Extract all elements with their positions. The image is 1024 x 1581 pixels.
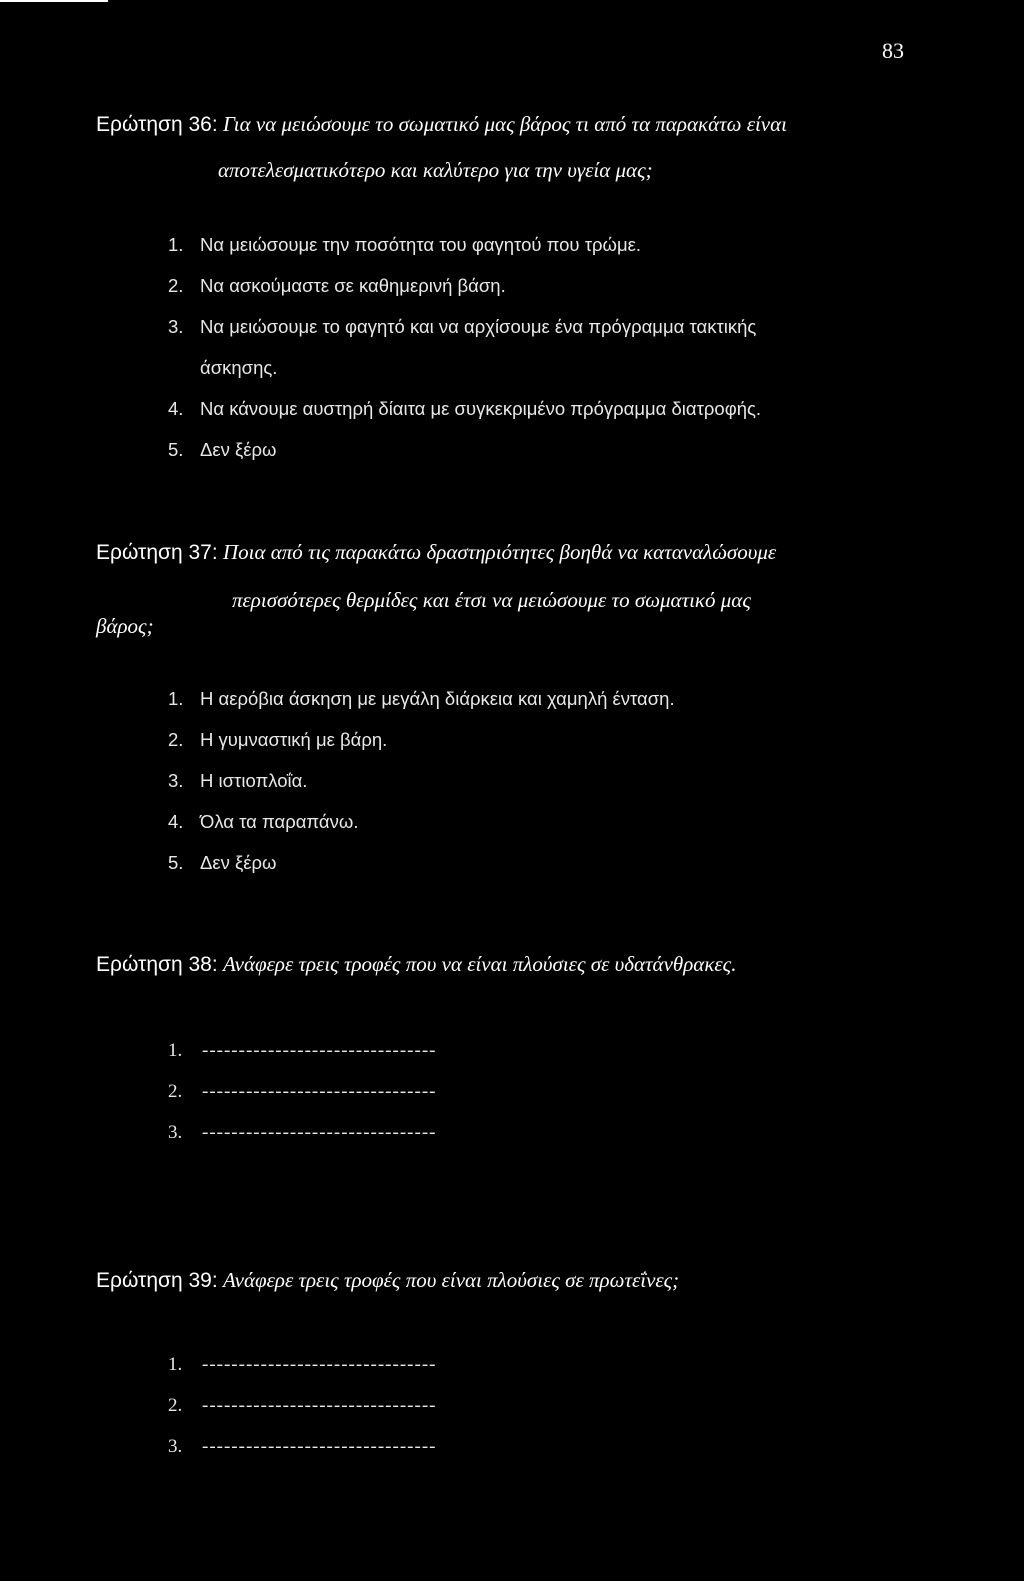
option-number: 3. xyxy=(168,316,184,337)
answer-number: 3. xyxy=(168,1436,183,1457)
option xyxy=(168,224,761,265)
answer-blank[interactable] xyxy=(168,1071,436,1112)
question-36-options xyxy=(168,224,761,470)
option-number: 1. xyxy=(168,688,184,709)
question-38 xyxy=(96,950,736,979)
option xyxy=(168,842,675,883)
option-number: 3. xyxy=(168,770,184,791)
question-37-text: Ποια από τις παρακάτω δραστηριότητες βοηθά να καταναλώσουμε xyxy=(222,540,777,564)
option-text: Όλα τα παραπάνω. xyxy=(200,811,359,832)
option-number: 5. xyxy=(168,852,184,873)
option-text: Να μειώσουμε την ποσότητα του φαγητού που τρώμε. xyxy=(200,234,642,255)
question-39-label: Ερώτηση 39: xyxy=(96,1269,218,1292)
option-number: 4. xyxy=(168,398,184,419)
option-text: Η αερόβια άσκηση με μεγάλη διάρκεια και χαμηλή ένταση. xyxy=(200,688,675,709)
option-text: Να κάνουμε αυστηρή δίαιτα με συγκεκριμένο πρόγραμμα διατροφής. xyxy=(200,398,762,419)
answer-number: 2. xyxy=(168,1395,183,1416)
option-continuation xyxy=(168,347,761,388)
option-number: 2. xyxy=(168,275,184,296)
option-number: 2. xyxy=(168,729,184,750)
option xyxy=(168,678,675,719)
answer-number: 1. xyxy=(168,1354,183,1375)
option-text: Δεν ξέρω xyxy=(200,439,277,460)
question-37-text-cont2: βάρος; xyxy=(96,614,154,638)
page-number: 83 xyxy=(882,38,904,63)
option-number: 4. xyxy=(168,811,184,832)
question-39 xyxy=(96,1266,679,1295)
answer-number: 1. xyxy=(168,1040,183,1061)
option xyxy=(168,265,761,306)
answer-line: -------------------------------- xyxy=(202,1354,437,1375)
answer-number: 3. xyxy=(168,1122,183,1143)
question-38-answers xyxy=(168,1030,436,1153)
answer-line: -------------------------------- xyxy=(202,1040,437,1061)
option xyxy=(168,429,761,470)
question-36-text: Για να μειώσουμε το σωματικό μας βάρος τι από τα παρακάτω είναι xyxy=(222,112,787,136)
option xyxy=(168,388,761,429)
option-text: Η γυμναστική με βάρη. xyxy=(200,729,388,750)
option-text: άσκησης. xyxy=(200,357,278,378)
answer-line: -------------------------------- xyxy=(202,1436,437,1457)
question-37-text-cont: περισσότερες θερμίδες και έτσι να μειώσουμε το σωματικό μας xyxy=(232,588,751,612)
answer-line: -------------------------------- xyxy=(202,1122,437,1143)
question-36-label: Ερώτηση 36: xyxy=(96,113,218,136)
option-text: Δεν ξέρω xyxy=(200,852,277,873)
question-39-text: Ανάφερε τρεις τροφές που είναι πλούσιες σε πρωτεΐνες; xyxy=(222,1268,680,1292)
option-number: 1. xyxy=(168,234,184,255)
answer-line: -------------------------------- xyxy=(202,1081,437,1102)
option-text: Η ιστιοπλοΐα. xyxy=(200,770,308,791)
answer-blank[interactable] xyxy=(168,1426,436,1467)
option-text: Να μειώσουμε το φαγητό και να αρχίσουμε ένα πρόγραμμα τακτικής xyxy=(200,316,757,337)
option xyxy=(168,801,675,842)
question-37-options xyxy=(168,678,675,883)
option xyxy=(168,306,761,347)
question-36 xyxy=(96,110,787,139)
answer-blank[interactable] xyxy=(168,1344,436,1385)
question-39-answers xyxy=(168,1344,436,1467)
option xyxy=(168,760,675,801)
question-38-label: Ερώτηση 38: xyxy=(96,953,218,976)
answer-blank[interactable] xyxy=(168,1385,436,1426)
question-36-text-cont: αποτελεσματικότερο και καλύτερο για την υγεία μας; xyxy=(218,158,653,182)
answer-line: -------------------------------- xyxy=(202,1395,437,1416)
question-37-label: Ερώτηση 37: xyxy=(96,541,218,564)
answer-blank[interactable] xyxy=(168,1112,436,1153)
answer-number: 2. xyxy=(168,1081,183,1102)
answer-blank[interactable] xyxy=(168,1030,436,1071)
top-rule xyxy=(0,0,108,2)
option xyxy=(168,719,675,760)
question-37 xyxy=(96,538,776,567)
option-number: 5. xyxy=(168,439,184,460)
option-text: Να ασκούμαστε σε καθημερινή βάση. xyxy=(200,275,506,296)
question-38-text: Ανάφερε τρεις τροφές που να είναι πλούσιες σε υδατάνθρακες. xyxy=(222,952,737,976)
